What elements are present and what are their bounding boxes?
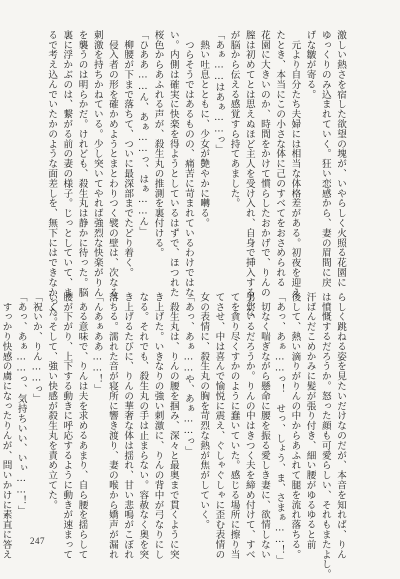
- text-column: 「祝いか、りん……っ」: [30, 292, 42, 404]
- text-column: 「あっ、あぁ……や、あぁ……っ」: [182, 292, 194, 456]
- text-column: 桜色からあふれる声が、殺生丸の推測を裏付ける。: [152, 30, 164, 258]
- text-column: 膣は初めてとは思えぬほど主人を受け入れ、自身で挿入するんな: [243, 30, 255, 318]
- text-column: 腰が下がり、上下する動きに呼応するように動きが速まって: [61, 292, 73, 560]
- text-column: るで考え込んでいたかのような面差しを、無下にはできなかった。: [46, 30, 58, 327]
- text-column: を襲うのは明らかだ。けれども、殺生丸は静かに待った。脳: [76, 30, 88, 298]
- text-column: てさせ、中は喜んで愉悦に震え、ぐしゃぐしゃに歪む表情の: [213, 292, 225, 560]
- text-column: 女の表情に、殺生丸の胸を苛烈な熱が焦がしていく。: [198, 292, 210, 530]
- text-column: 「あっ、あぁ……っ、気持ちいい、いぃ……！」: [15, 292, 27, 516]
- text-column: つらそうではあるものの、痛苦に苛まれているわけではな: [182, 30, 194, 298]
- text-column: が脳から伝える感覚すら持てあました。: [228, 30, 240, 209]
- text-column: 裏に浮かぶのは、繋がる前の妻の様子。じっとしていて、ま: [61, 30, 73, 298]
- text-column: 男がいるだろうか。りんの中はきつく夫を締め付けて、すべ: [243, 292, 255, 560]
- text-column: 「あっ、あぁ……っ！ せっ、しょう、ま、さまぁ……！」: [274, 292, 286, 565]
- text-column: 切なく喘ぎながら懸命に腰を振る愛しき妻に、欲情しない: [258, 292, 270, 560]
- text-column: 「んあぁああ……！」: [91, 292, 103, 394]
- text-column: 激しい熱さを宿した欲望の塊が、いやらしく火照る花園に: [335, 30, 346, 288]
- text-column: は憤慨するだろうか。怒った顔も可愛らしい、それもまたよし。: [319, 292, 331, 579]
- text-column: 花園に大きいのか、時間をかけて慣らしたおかげで、りんの: [258, 30, 270, 298]
- text-column: 元より自分たち夫婦には相当な体格差がある。初夜を迎え: [289, 30, 301, 298]
- text-column: げな皺が寄る。: [304, 30, 316, 100]
- text-column: き上げた。いきなりの強い刺激に、りんの背中が弓なりにし: [152, 292, 164, 560]
- page-number: 247: [30, 536, 45, 546]
- text-column: 侵入者の形を確かめようとまとわりつく襞の壁は、次なる: [106, 30, 118, 298]
- text-column: ある意味で、りんは夫を求めるあまり、自ら腰を揺らして: [76, 292, 88, 560]
- text-column: 汗ばんだこめかみに髪が張り付き、細い腰がゆるゆると前: [304, 292, 316, 550]
- text-column: なる。それでも、殺生丸の手は止まらない。容赦なく奥を突: [137, 292, 149, 560]
- text-column: 「ひああ……ん、あぁ……っ、はぁ……ん」: [137, 30, 149, 237]
- text-column: たとき、本当にこの小さな体に己のすべてをおさめられる: [274, 30, 286, 288]
- text-column: 熱い吐息とともに、少女が艶やかに囀る。: [198, 30, 210, 228]
- text-column: てを貪り尽くすかのように蠢いていた。感じる場所に擦り当: [228, 292, 240, 560]
- text-column: 柳腰が下まで落ちて、ついに最深部までたどり着く。: [122, 30, 134, 278]
- text-column: 殺生丸は、りんの腰を掴み、深々と最奥まで貫くように突: [167, 292, 179, 560]
- text-column: 「あぁ……はあぁ……っ」: [213, 30, 225, 155]
- text-column: 刺激を持ちかねている。少し突いてやれば強烈な快楽がりん: [91, 30, 103, 298]
- top-text-block: [38, 30, 348, 327]
- text-column: い。内側は確実に快楽を得ようとしているはずで、ほつれた: [167, 30, 179, 298]
- text-column: 後して、熱い滴りがりんの中からあふれて腿を流れ落ちる。: [289, 292, 301, 560]
- text-column: いく。そして、強い快感が殺生丸を責め立てた。: [46, 292, 58, 510]
- text-column: 落ちる。濡れた音が寝所に響き渡り、妻の喉から嬌声が漏れ: [106, 292, 118, 560]
- text-column: き上げるたびに、りんの華奢な体は揺れ、甘い悲鳴がこぼれ: [122, 292, 134, 560]
- text-column: らしく跳ねる姿を見たいだけなのだが、本音を知れば、りん: [335, 292, 346, 560]
- text-column: すっかり快感の虜になったりんが、問いかけに素直に答え: [0, 292, 12, 560]
- text-column: ゆっくりのみ込まれていく。狂い恋感から、妻の眉間に戻: [319, 30, 331, 288]
